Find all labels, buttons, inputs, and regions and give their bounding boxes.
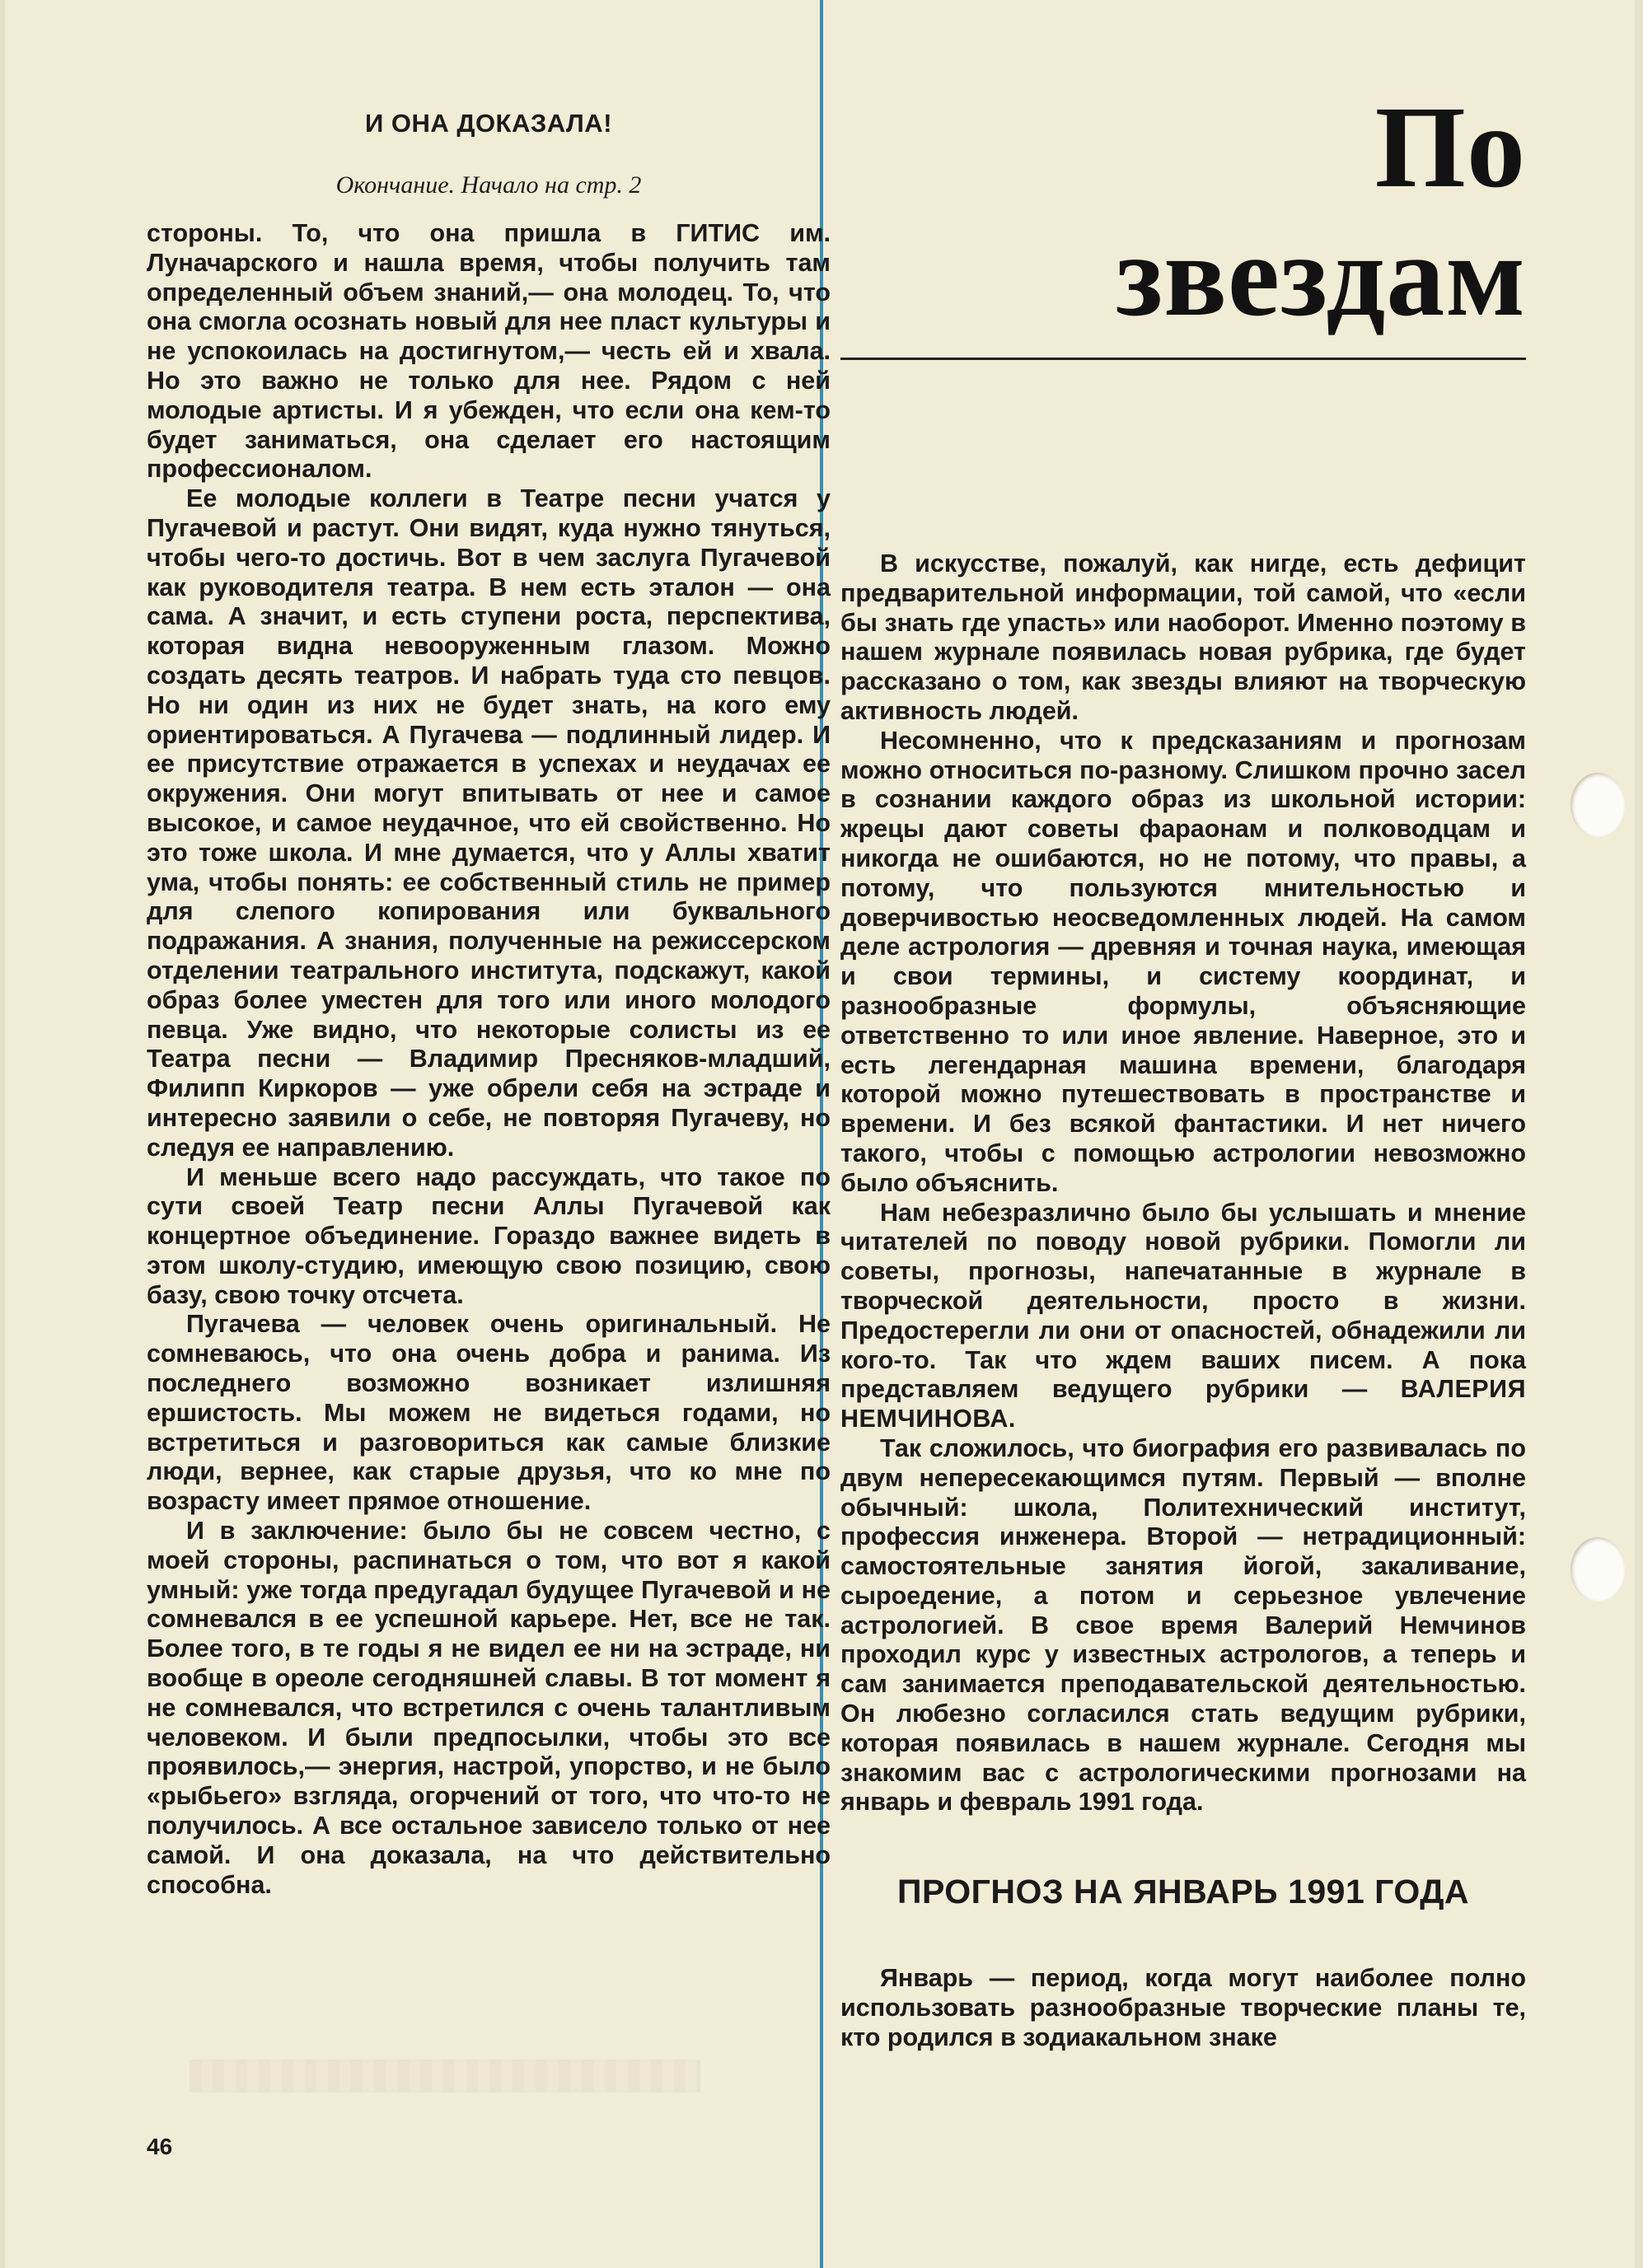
left-column [147,92,831,1900]
paragraph: И меньше всего надо рассуждать, что такое по сути своей Театр песни Аллы Пугачевой как концертное объединение. Гораздо важнее видеть в этом школу-студию, имеющую свою позицию, свою базу, свою точку отсчета. [147,1162,831,1309]
paragraph: Несомненно, что к предсказаниям и прогнозам можно относиться по-разному. Слишком прочно засел в сознании каждого образ из школьной истории: жрецы дают советы фараонам и полководцам и никогда не ошибаются, но не потому, что правы, а потому, что пользуются мнительностью и доверчивостью неосведомленных людей. На самом деле астрология — древняя и точная наука, имеющая и свои термины, и систему координат, и разнообразные формулы, объясняющие ответственно то или иное явление. Наверное, это и есть легендарная машина времени, благодаря которой можно путешествовать в пространстве и времени. И без всякой фантастики. И нет ничего такого, чтобы с помощью астрологии невозможно было объяснить. [840,726,1526,1197]
paragraph: И в заключение: было бы не совсем честно, с моей стороны, распинаться о том, что вот я какой умный: уже тогда предугадал будущее Пугачевой и не сомневался в ее успешной карьере. Нет, все не так. Более того, в те годы я не видел ее ни на эстраде, ни вообще в ореоле сегодняшней славы. В тот момент я не сомневался, что встретился с очень талантливым человеком. И были предпосылки, чтобы это все проявилось,— энергия, настрой, упорство, и не было «рыбьего» взгляда, огорчений от того, что что-то не получилось. А все остальное зависело только от нее самой. И она доказала, на что действительно способна. [147,1517,831,1899]
rubric-heading-line: По [1374,82,1526,212]
right-column [840,82,1526,2053]
rubric-heading [840,82,1526,339]
binder-hole [1570,1537,1625,1602]
bleed-through-ornament [190,2060,700,2093]
paragraph: В искусстве, пожалуй, как нигде, есть дефицит предварительной информации, той самой, что «если бы знать где упасть» или наоборот. Именно поэтому в нашем журнале появилась новая рубрика, где будет рассказано о том, как звезды влияют на творческую активность людей. [840,549,1526,725]
forecast-title: ПРОГНОЗ НА ЯНВАРЬ 1991 ГОДА [896,1873,1470,1911]
rubric-heading-line: звездам [1116,210,1526,340]
paragraph: стороны. То, что она пришла в ГИТИС им. Луначарского и нашла время, чтобы получить там определенный объем знаний,— она молодец. То, что она смогла осознать новый для нее пласт культуры и не успокоилась на достигнутом,— честь ей и хвала. Но это важно не только для нее. Рядом с ней молодые артисты. И я убежден, что если она кем-то будет заниматься, она сделает его настоящим профессионалом. [147,219,831,484]
paragraph-text: Нам небезразлично было бы услышать и мнение читателей по поводу новой рубрики. Помогли ли советы, прогнозы, напечатанные в журнале в творческой деятельности, просто в жизни. Предостерегли ли они от опасностей, обнадежили ли кого-то. Так что ждем ваших писем. А пока представляем ведущего рубрики — [840,1198,1526,1404]
continuation-note: Окончание. Начало на стр. 2 [335,171,642,199]
paragraph: Так сложилось, что биография его развивалась по двум непересекающимся путям. Первый — вполне обычный: школа, Политехнический институт, профессия инженера. Второй — нетрадиционный: самостоятельные занятия йогой, закаливание, сыроедение, а потом и серьезное увлечение астрологией. В свое время Валерий Немчинов проходил курс у известных астрологов, а теперь и сам занимается преподавательской деятельностью. Он любезно согласился стать ведущим рубрики, которая появилась в нашем журнале. Сегодня мы знакомим вас с астрологическими прогнозами на январь и февраль 1991 года. [840,1433,1526,1817]
paragraph: Ее молодые коллеги в Театре песни учатся у Пугачевой и растут. Они видят, куда нужно тянуться, чтобы чего-то достичь. Вот в чем заслуга Пугачевой как руководителя театра. В нем есть эталон — она сама. А значит, и есть ступени роста, перспектива, которая видна невооруженным глазом. Можно создать десять театров. И набрать туда сто певцов. Но ни один из них не будет знать, на кого ему ориентироваться. А Пугачева — подлинный лидер. И ее присутствие отражается в успехах и неудачах ее окружения. Они могут впитывать от нее и самое высокое, и самое неудачное, что ей свойственно. Но это тоже школа. И мне думается, что у Аллы хватит ума, чтобы понять: ее собственный стиль не пример для слепого копирования или буквального подражания. А знания, полученные на режиссерском отделении театрального института, подскажут, какой образ более уместен для того или иного молодого певца. Уже видно, что некоторые солисты из ее Театра песни — Владимир Пресняков-младший, Филипп Киркоров — уже обрели себя на эстраде и интересно заявили о себе, не повторяя Пугачеву, но следуя ее направлению. [147,484,831,1162]
forecast-body [840,1964,1526,2052]
heading-rule [840,358,1526,360]
host-name: ВАЛЕРИЯ НЕМЧИНОВА. [840,1375,1526,1433]
paragraph: Январь — период, когда могут наиболее полно использовать разнообразные творческие планы те, кто родился в зодиакальном знаке [840,1964,1526,2051]
binder-hole [1570,773,1625,837]
paragraph [840,1199,1526,1434]
left-article-body [147,219,831,1900]
paragraph: Пугачева — человек очень оригинальный. Не сомневаюсь, что она очень добра и ранима. Из последнего возможно возникает излишняя ершистость. Мы можем не видеться годами, но встретиться и разговориться как самые близкие люди, вернее, как старые друзья, что ко мне по возрасту имеет прямое отношение. [147,1310,831,1516]
rubric-intro-body [840,549,1526,1817]
article-title: И ОНА ДОКАЗАЛА! [364,109,613,138]
page-number: 46 [147,2134,173,2159]
